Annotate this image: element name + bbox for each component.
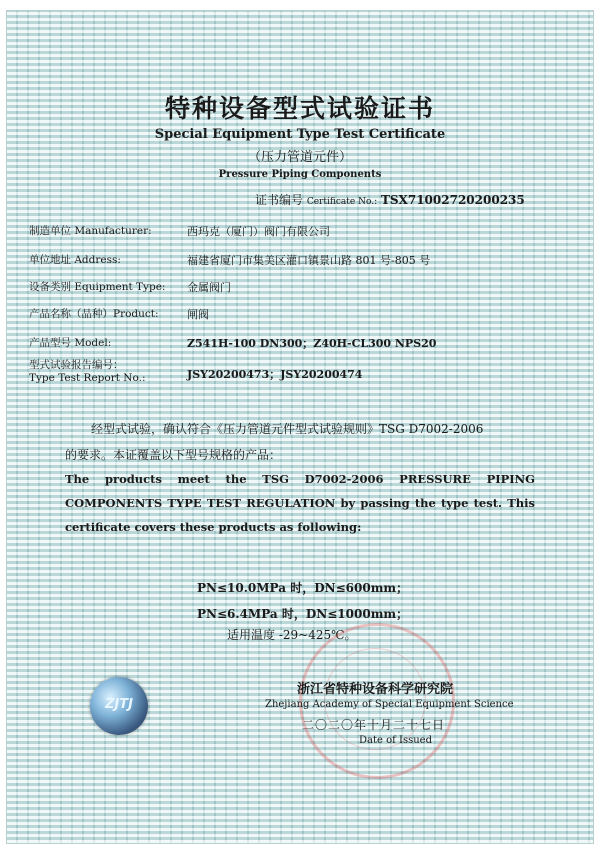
hologram-sticker	[90, 677, 148, 735]
issue-date-label-en: Date of Issued	[359, 735, 432, 746]
certno-label-cn: 证书编号	[255, 193, 304, 207]
model-label: 产品型号 Model:	[29, 337, 112, 349]
product-label: 产品名称（品种）Product:	[29, 308, 159, 320]
spec-line-2: PN≤6.4MPa 时，DN≤1000mm；	[197, 607, 409, 621]
certno-label-en: Certificate No.:	[306, 197, 378, 207]
issue-date-cn: 二〇二〇年十月二十七日	[302, 718, 446, 732]
model-value: Z541H-100 DN300；Z40H-CL300 NPS20	[187, 337, 437, 350]
statement-en: The products meet the TSG D7002-2006 PRESSURE PIPING COMPONENTS TYPE TEST REGULATION by passing the type test. This certificate covers these products as following:	[65, 472, 535, 534]
equipment-type-value: 金属阀门	[187, 281, 231, 294]
equipment-type-label: 设备类别 Equipment Type:	[29, 281, 166, 293]
product-row	[7, 306, 593, 322]
statement-cn	[65, 416, 545, 468]
manufacturer-label: 制造单位 Manufacturer:	[29, 225, 152, 237]
subtitle-en: Pressure Piping Components	[218, 169, 382, 180]
certno-value: TSX71002720200235	[380, 193, 525, 207]
report-label-cn: 型式试验报告编号：	[29, 359, 124, 371]
certificate-sheet	[6, 10, 594, 844]
spec-line-1: PN≤10.0MPa 时，DN≤600mm；	[197, 581, 409, 595]
statement-cn-line2: 的要求。本证覆盖以下型号规格的产品：	[65, 448, 282, 462]
address-row	[7, 252, 593, 268]
statement-cn-line1: 经型式试验，确认符合《压力管道元件型式试验规则》TSG D7002-2006	[91, 422, 484, 436]
title-cn: 特种设备型式试验证书	[164, 94, 435, 123]
title-en: Special Equipment Type Test Certificate	[154, 127, 446, 142]
address-value: 福建省厦门市集美区灌口镇景山路 801 号-805 号	[187, 254, 431, 267]
report-row	[7, 357, 593, 389]
model-row	[7, 335, 593, 351]
report-label-en: Type Test Report No.:	[29, 372, 146, 384]
hologram-text: ZJTJ	[105, 697, 133, 712]
manufacturer-row	[7, 223, 593, 239]
issuer-en: Zhejiang Academy of Special Equipment Science	[265, 699, 514, 710]
equipment-type-row	[7, 279, 593, 295]
address-label: 单位地址 Address:	[29, 254, 121, 266]
issuer-cn: 浙江省特种设备科学研究院	[297, 682, 454, 697]
spec-line-3: 适用温度 -29~425℃。	[227, 628, 357, 642]
report-value: JSY20200473；JSY20200474	[187, 368, 363, 381]
subtitle-cn: （压力管道元件）	[247, 150, 352, 165]
certificate-number	[255, 191, 525, 208]
product-value: 闸阀	[187, 308, 209, 321]
manufacturer-value: 西玛克（厦门）阀门有限公司	[187, 225, 330, 238]
